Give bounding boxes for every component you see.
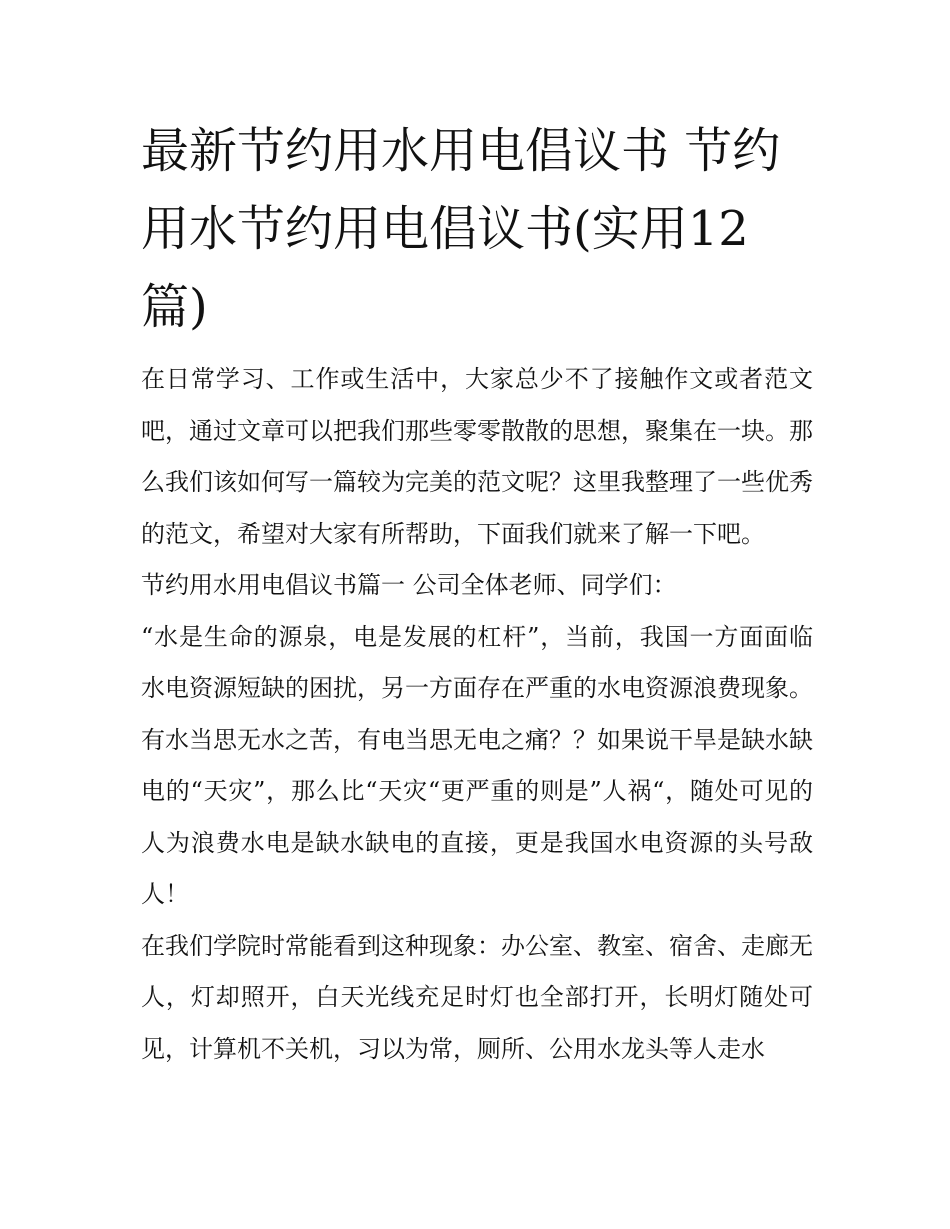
body-paragraph-2: 在我们学院时常能看到这种现象：办公室、教室、宿舍、走廊无人，灯却照开，白天光线充足时灯也全部打开，长明灯随处可见，计算机不关机，习以为常，厕所、公用水龙头等人走水	[141, 931, 813, 1063]
document-title: 最新节约用水用电倡议书 节约用水节约用电倡议书(实用12篇)	[141, 123, 781, 335]
intro-paragraph: 在日常学习、工作或生活中，大家总少不了接触作文或者范文吧，通过文章可以把我们那些零零散散的思想，聚集在一块。那么我们该如何写一篇较为完美的范文呢？这里我整理了一些优秀的范文，希望对大家有所帮助，下面我们就来了解一下吧。	[141, 365, 813, 548]
salutation-paragraph: 节约用水用电倡议书篇一 公司全体老师、同学们：	[141, 571, 677, 599]
document-page	[141, 112, 813, 1075]
body-paragraph-1: “水是生命的源泉，电是发展的杠杆”，当前，我国一方面面临水电资源短缺的困扰，另一方面存在严重的水电资源浪费现象。有水当思无水之苦，有电当思无电之痛？？如果说干旱是缺水缺电的“天灾”，那么比“天灾“更严重的则是”人祸“，随处可见的人为浪费水电是缺水缺电的直接，更是我国水电资源的头号敌人！	[141, 622, 813, 908]
